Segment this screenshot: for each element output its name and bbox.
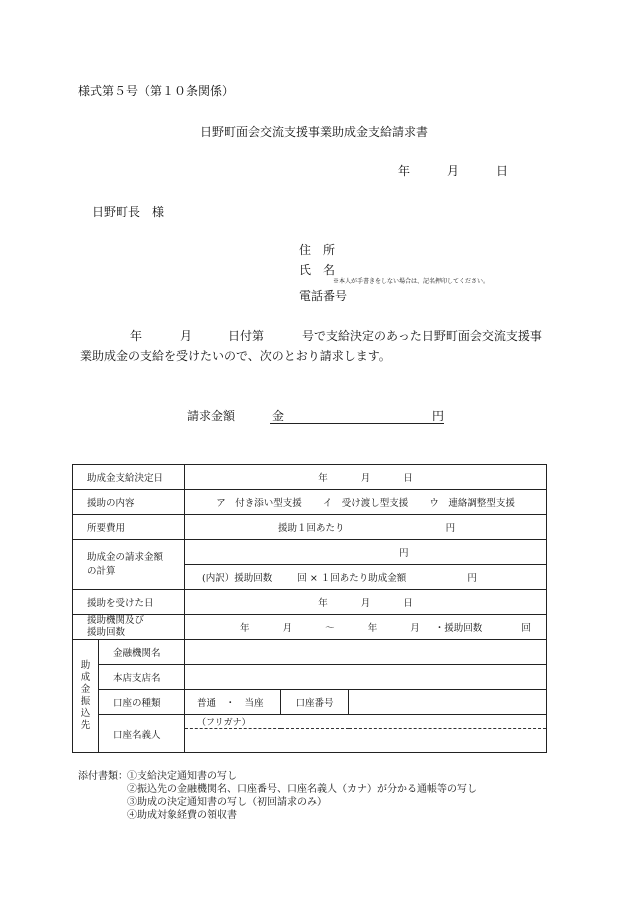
date-year: 年 xyxy=(398,164,411,178)
period-year-1: 年 xyxy=(240,623,250,634)
claim-calc-total[interactable] xyxy=(185,540,547,565)
attachment-item-2: ②振込先の金融機関名、口座番号、口座名義人（カナ）が分かる通帳等の写し xyxy=(127,784,477,795)
claim-amount-suffix: 円 xyxy=(432,409,445,423)
support-option-a: ア 付き添い型支援 xyxy=(216,498,302,509)
row-support-date xyxy=(73,590,547,615)
claim-amount-prefix: 金 xyxy=(272,409,285,423)
period-label-1: 援助機関及び xyxy=(87,615,145,626)
addressee: 日野町長 様 xyxy=(92,205,165,219)
period-count-label: ・援助回数 xyxy=(434,623,483,634)
row-bank-name xyxy=(73,640,547,665)
decision-date-label: 助成金支給決定日 xyxy=(73,465,185,490)
support-option-c: ウ 連絡調整型支援 xyxy=(429,498,515,509)
row-branch xyxy=(73,665,547,690)
required-cost-per: 援助１回あたり xyxy=(278,523,345,534)
body-line1-rest: 号で支給決定のあった日野町面会交流支援事 xyxy=(302,329,542,343)
branch-field[interactable] xyxy=(185,665,547,690)
branch-label: 本店支店名 xyxy=(99,665,185,690)
breakdown-per-label: 回 × １回あたり助成金額 xyxy=(297,573,407,584)
period-month-1: 月 xyxy=(282,623,293,634)
support-content-options[interactable] xyxy=(185,490,547,515)
decision-date-value[interactable] xyxy=(185,465,547,490)
period-label-2: 援助回数 xyxy=(87,627,126,638)
row-holder-furigana xyxy=(73,715,547,729)
body-month: 月 xyxy=(180,329,193,343)
form-number: 様式第５号（第１０条関係） xyxy=(78,84,235,98)
account-type-label: 口座の種類 xyxy=(99,690,185,715)
support-day: 日 xyxy=(403,598,413,609)
claim-amount-underline xyxy=(270,423,444,424)
claim-calc-label-2: の計算 xyxy=(87,565,116,577)
account-holder-field[interactable] xyxy=(185,729,547,753)
account-holder-label: 口座名義人 xyxy=(99,715,185,753)
row-decision-date xyxy=(73,465,547,490)
required-cost-yen: 円 xyxy=(445,523,456,534)
claim-calc-breakdown[interactable] xyxy=(185,565,547,590)
row-claim-calc-1 xyxy=(73,540,547,565)
row-required-cost xyxy=(73,515,547,540)
phone-label: 電話番号 xyxy=(299,289,348,303)
support-year: 年 xyxy=(318,598,328,609)
support-month: 月 xyxy=(360,598,371,609)
bank-name-label: 金融機関名 xyxy=(99,640,185,665)
support-content-label: 援助の内容 xyxy=(73,490,185,515)
period-year-2: 年 xyxy=(367,623,378,634)
decision-year: 年 xyxy=(318,473,328,484)
attachment-item-1: ①支給決定通知書の写し xyxy=(127,771,237,782)
date-day: 日 xyxy=(496,164,509,178)
signature-note: ※本人が手書きをしない場合は、記名押印してください。 xyxy=(333,278,490,285)
bank-group-label xyxy=(73,640,99,753)
claim-calc-yen: 円 xyxy=(399,548,409,559)
breakdown-yen: 円 xyxy=(467,573,477,584)
claim-form-table xyxy=(72,464,547,753)
body-line2: 業助成金の支給を受けたいので、次のとおり請求します。 xyxy=(80,349,391,363)
period-label xyxy=(73,615,185,640)
account-type-options[interactable]: 普通 ・ 当座 xyxy=(185,690,281,715)
decision-month: 月 xyxy=(360,473,371,484)
claim-calc-label xyxy=(73,540,185,590)
support-date-label: 援助を受けた日 xyxy=(73,590,185,615)
account-number-label: 口座番号 xyxy=(281,690,349,715)
claim-amount-label: 請求金額 xyxy=(187,409,236,423)
body-year: 年 xyxy=(130,329,143,343)
attachments-label: 添付書類： xyxy=(78,771,128,782)
required-cost-label: 所要費用 xyxy=(73,515,185,540)
attachment-item-3: ③助成の決定通知書の写し（初回請求のみ） xyxy=(127,797,327,808)
address-label: 住 所 xyxy=(299,243,336,257)
attachment-item-4: ④助成対象経費の領収書 xyxy=(127,810,237,821)
period-month-2: 月 xyxy=(410,623,420,634)
account-number-field[interactable] xyxy=(349,690,547,715)
furigana-label: （フリガナ） xyxy=(197,718,251,728)
body-date-no: 日付第 xyxy=(228,329,265,343)
support-option-b: イ 受け渡し型支援 xyxy=(322,498,409,509)
bank-group-label-text: 助成金振込先 xyxy=(80,660,91,731)
claim-calc-label-1: 助成金の請求金額 xyxy=(87,551,164,563)
name-label: 氏 名 xyxy=(299,263,336,277)
date-month: 月 xyxy=(447,164,460,178)
row-account-type xyxy=(73,690,547,715)
row-period xyxy=(73,615,547,640)
required-cost-value[interactable] xyxy=(185,515,547,540)
row-support-content xyxy=(73,490,547,515)
period-value[interactable] xyxy=(185,615,547,640)
support-date-value[interactable] xyxy=(185,590,547,615)
period-tilde: ～ xyxy=(325,623,335,634)
furigana-field[interactable] xyxy=(185,715,547,729)
bank-name-field[interactable] xyxy=(185,640,547,665)
decision-day: 日 xyxy=(403,473,413,484)
period-count-unit: 回 xyxy=(521,623,531,634)
breakdown-count-label: (内訳）援助回数 xyxy=(202,573,273,584)
page-title: 日野町面会交流支援事業助成金支給請求書 xyxy=(200,125,429,139)
